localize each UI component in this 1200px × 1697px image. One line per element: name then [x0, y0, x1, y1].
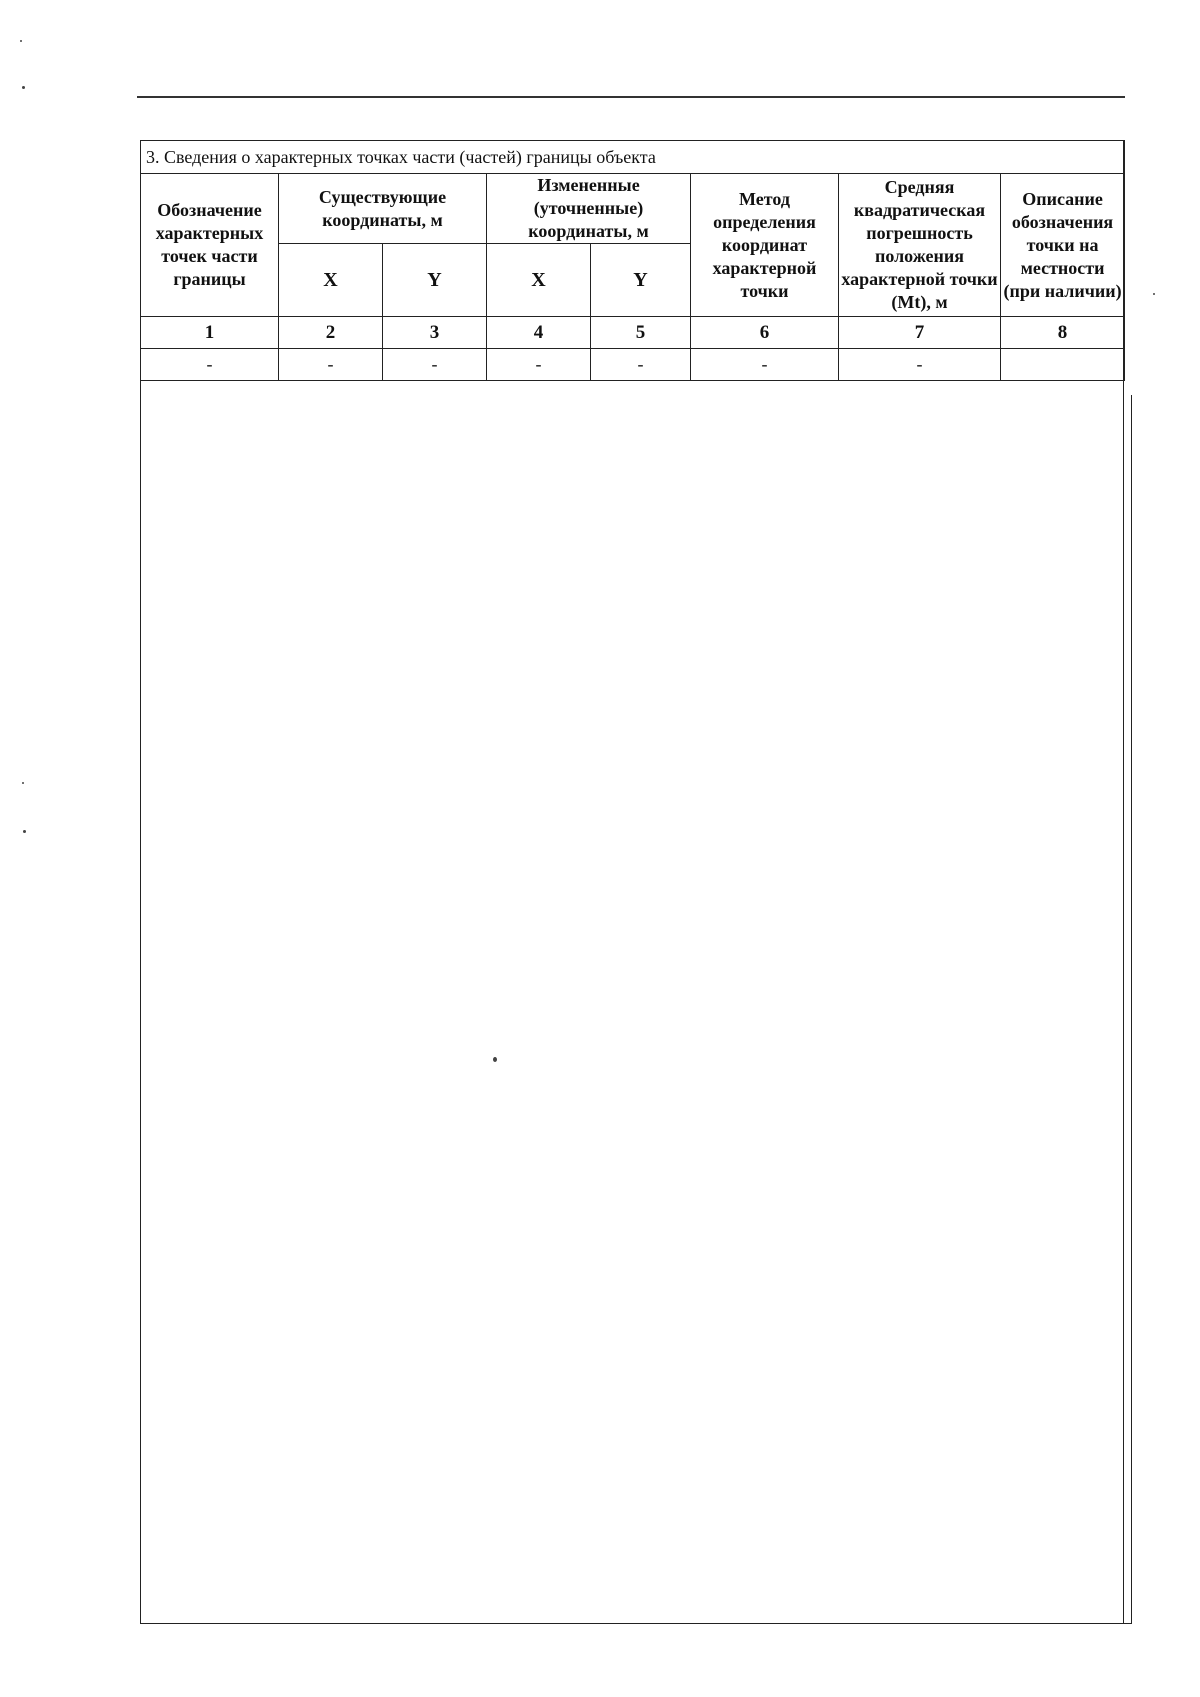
column-number: 1	[141, 317, 279, 349]
table-cell: -	[691, 349, 839, 381]
header-point-designation: Обозначение характерных точек части границы	[141, 174, 279, 317]
boundary-points-table	[140, 140, 1125, 381]
scan-speck	[23, 830, 26, 833]
scan-speck	[1153, 293, 1155, 295]
table-cell	[1001, 349, 1125, 381]
column-number: 8	[1001, 317, 1125, 349]
header-existing-coordinates: Существующие координаты, м	[279, 174, 487, 244]
table-row	[141, 349, 1125, 381]
table-cell: -	[279, 349, 383, 381]
column-numbers-row	[141, 317, 1125, 349]
header-method: Метод определения координат характерной точки	[691, 174, 839, 317]
header-point-description: Описание обозначения точки на местности (при наличии)	[1001, 174, 1125, 317]
top-rule	[137, 96, 1125, 98]
scan-speck	[22, 782, 24, 784]
column-number: 3	[383, 317, 487, 349]
column-number: 5	[591, 317, 691, 349]
header-changed-coordinates: Измененные (уточненные) координаты, м	[487, 174, 691, 244]
header-existing-y: Y	[383, 244, 487, 317]
column-number: 2	[279, 317, 383, 349]
scan-speck	[22, 86, 25, 89]
table-cell: -	[487, 349, 591, 381]
header-mean-square-error: Средняя квадратическая погрешность положения характерной точки (Mt), м	[839, 174, 1001, 317]
header-changed-x: X	[487, 244, 591, 317]
table-cell: -	[383, 349, 487, 381]
column-number: 6	[691, 317, 839, 349]
page-frame-offset-edge	[1123, 395, 1132, 1624]
scan-speck	[493, 1057, 497, 1062]
header-existing-x: X	[279, 244, 383, 317]
table-cell: -	[591, 349, 691, 381]
header-changed-y: Y	[591, 244, 691, 317]
scan-speck	[20, 40, 22, 42]
column-number: 7	[839, 317, 1001, 349]
column-number: 4	[487, 317, 591, 349]
table-cell: -	[141, 349, 279, 381]
section-title: 3. Сведения о характерных точках части (частей) границы объекта	[141, 141, 1125, 174]
table-cell: -	[839, 349, 1001, 381]
